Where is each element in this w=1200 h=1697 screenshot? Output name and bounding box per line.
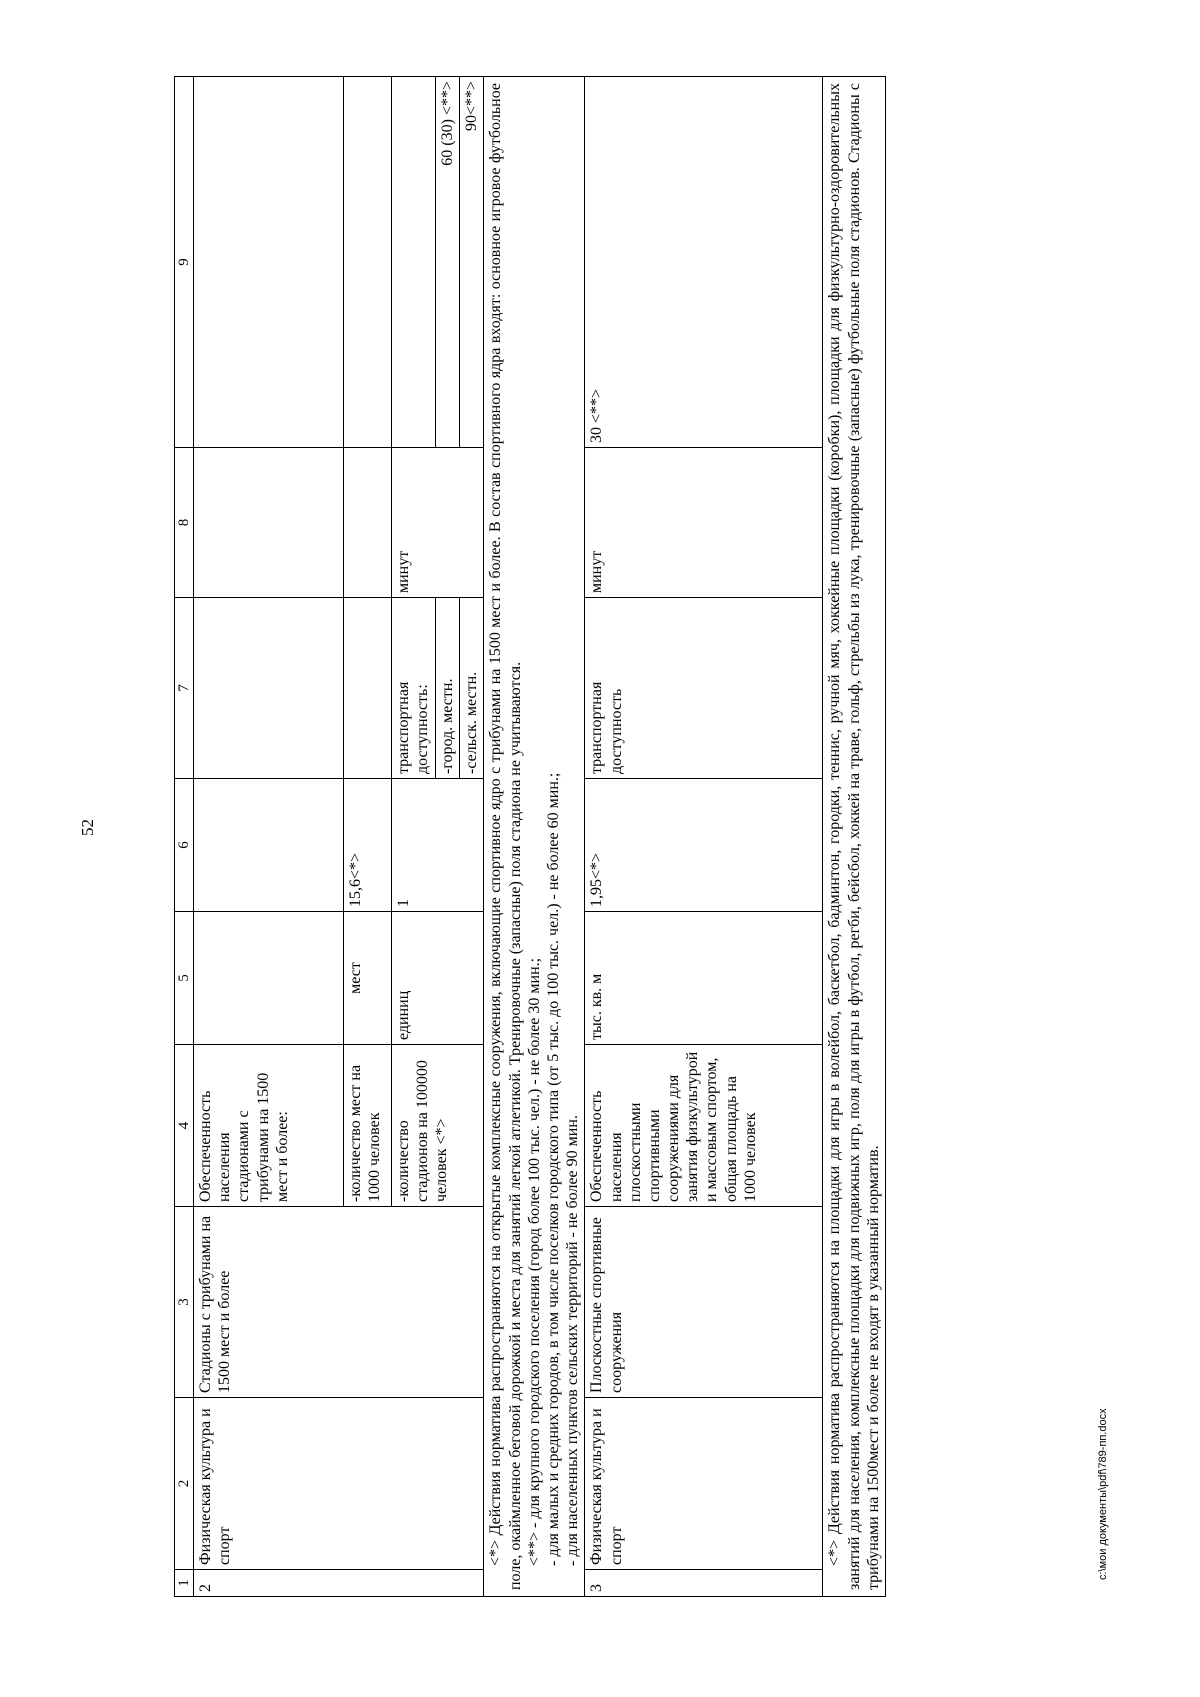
- note-paragraph: - для малых и средних городов, в том числе поселков городского типа (от 5 тыс. до 100 тыс. чел.) - не более 60 мин.;: [544, 772, 562, 1566]
- note-row: [823, 77, 886, 1597]
- cell-unit: мест: [344, 912, 392, 1045]
- note-paragraph: - для населенных пунктов сельских территорий - не более 90 мин.: [564, 1115, 582, 1566]
- table-row: [194, 77, 344, 1597]
- cell-value: 1: [392, 779, 484, 912]
- cell-access-unit: минут: [392, 448, 484, 598]
- note-paragraph: <**> - для крупного городского поселения (город более 100 тыс. чел.) - не более 30 мин.;: [525, 957, 543, 1566]
- cell-value: 1,95<*>: [585, 779, 823, 912]
- header-row: [175, 77, 194, 1597]
- cell-indicator: -количество мест на 1000 человек: [344, 1045, 392, 1207]
- cell-access: транспортная доступность:: [392, 598, 436, 779]
- cell-access-value: 60 (30) <**>: [436, 77, 460, 448]
- header-cell: 7: [175, 598, 194, 779]
- header-cell: 2: [175, 1398, 194, 1570]
- cell-access: -сельск. местн.: [460, 598, 484, 779]
- cell-access-value: [392, 77, 436, 448]
- table-row: [585, 77, 823, 1597]
- cell-category: Физическая культура и спорт: [585, 1398, 823, 1570]
- cell-access-unit: [344, 448, 392, 598]
- cell-value: 15,6<*>: [344, 779, 392, 912]
- standards-table: [174, 76, 886, 1597]
- header-cell: 8: [175, 448, 194, 598]
- cell-access-value: 90<**>: [460, 77, 484, 448]
- cell-access: [344, 598, 392, 779]
- cell-object: Стадионы с трибунами на 1500 мест и более: [194, 1207, 484, 1398]
- cell-value: [194, 779, 344, 912]
- note-paragraph: <*> Действия норматива распространяются на площадки для игры в волейбол, баскетбол, бадминтон, городки, теннис, ручной мяч, хоккейные площадки (коробки), площадки для физкультурно-оздоровительных занятий для населения, комплексные площадки для подвижных игр, поля для игры в футбол, регби, бейсбол, хоккей на траве, гольф, стрельбы из лука, тренировочные (запасные) футбольные поля стадионов. Стадионы с трибунами на 1500мест и более не входят в указанный норматив.: [826, 83, 882, 1590]
- header-cell: 5: [175, 912, 194, 1045]
- note-cell: [823, 77, 886, 1597]
- cell-unit: единиц: [392, 912, 484, 1045]
- cell-access-value: [194, 77, 344, 448]
- cell-access-unit: [194, 448, 344, 598]
- row-number: 2: [194, 1570, 484, 1597]
- cell-unit: тыс. кв. м: [585, 912, 823, 1045]
- cell-category: Физическая культура и спорт: [194, 1398, 484, 1570]
- note-cell: [484, 77, 585, 1597]
- cell-access-unit: минут: [585, 448, 823, 598]
- cell-access-value: 30 <**>: [585, 77, 823, 448]
- note-paragraph: <*> Действия норматива распространяются на открытые комплексные сооружения, включающие спортивное ядро с трибунами на 1500 мест и более. В состав спортивного ядра входят: основное игровое футбольное поле, окаймленное беговой дорожкой и места для занятий легкой атлетикой. Тренировочные (запасные) поля стадиона не учитываются.: [487, 83, 524, 1590]
- page-number: 52: [78, 819, 97, 836]
- header-cell: 9: [175, 77, 194, 448]
- cell-access: транспортная доступность: [585, 598, 823, 779]
- cell-access: -город. местн.: [436, 598, 460, 779]
- cell-object: Плоскостные спортивные сооружения: [585, 1207, 823, 1398]
- cell-unit: [194, 912, 344, 1045]
- rotated-table-container: [174, 77, 1044, 1597]
- cell-indicator: Обеспеченность населения плоскостными спортивными сооружениями для занятия физкультурой и массовым спортом, общая площадь на 1000 человек: [585, 1045, 823, 1207]
- cell-access-value: [344, 77, 392, 448]
- row-number: 3: [585, 1570, 823, 1597]
- header-cell: 1: [175, 1570, 194, 1597]
- header-cell: 6: [175, 779, 194, 912]
- header-cell: 3: [175, 1207, 194, 1398]
- header-cell: 4: [175, 1045, 194, 1207]
- cell-indicator: -количество стадионов на 100000 человек <*>: [392, 1045, 484, 1207]
- footer-file-path: c:\мои документы\pdf\789-пп.docx: [1097, 1408, 1109, 1580]
- cell-indicator: Обеспеченность населения стадионами с трибунами на 1500 мест и более:: [194, 1045, 344, 1207]
- note-row: [484, 77, 585, 1597]
- cell-access: [194, 598, 344, 779]
